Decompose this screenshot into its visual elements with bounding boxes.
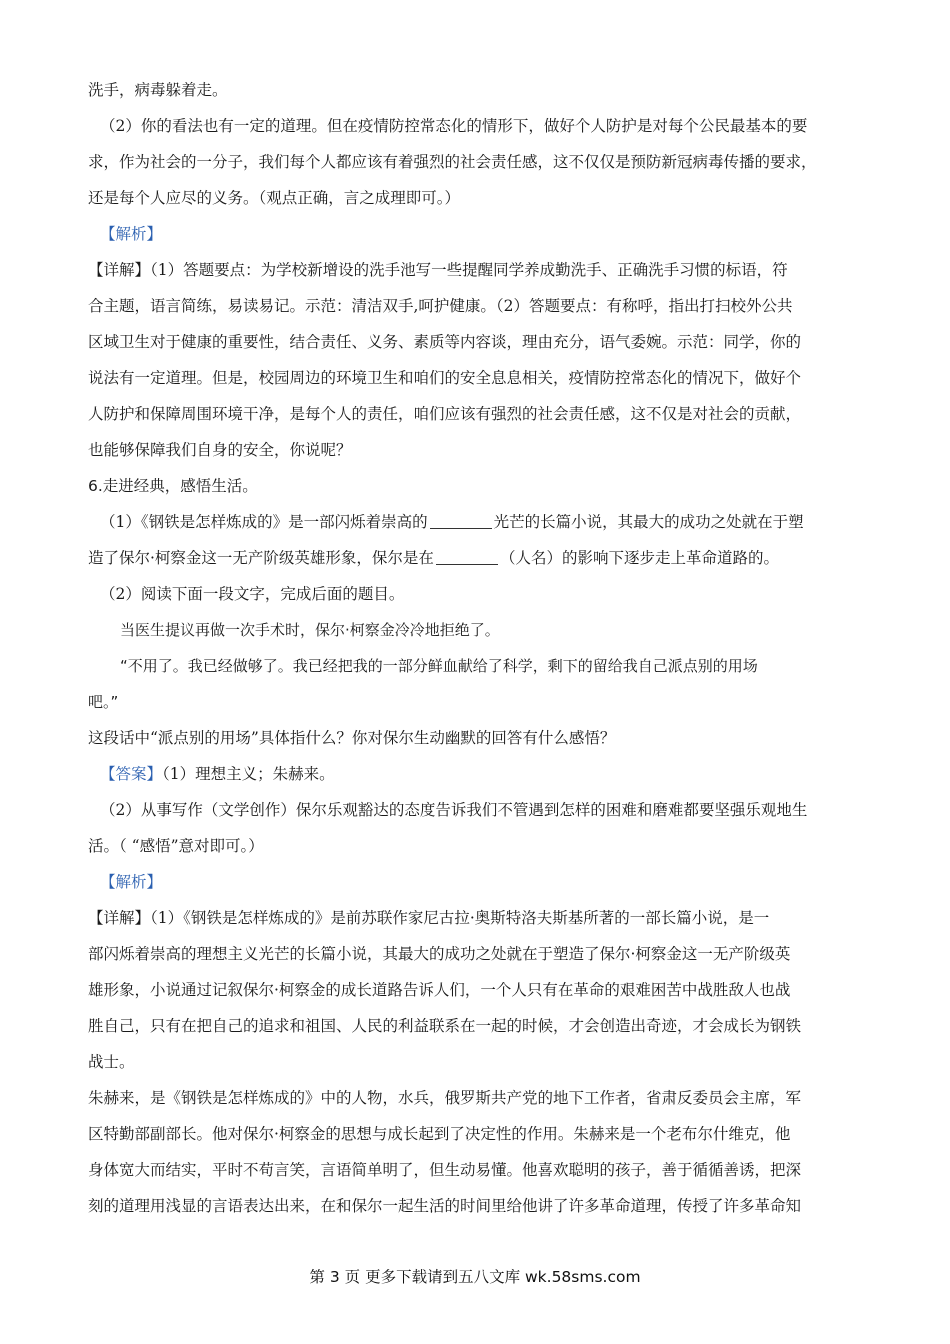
quote-line: 吧。” <box>88 693 119 711</box>
answer-line <box>88 756 866 792</box>
text-line: 区特勤部副部长。他对保尔·柯察金的思想与成长起到了决定性的作用。朱赫来是一个老布尔什维克，他 <box>88 1125 791 1143</box>
text-line: 区域卫生对于健康的重要性，结合责任、义务、素质等内容谈，理由充分，语气委婉。示范：同学，你的 <box>88 333 802 351</box>
text-line: 【详解】（1）答题要点：为学校新增设的洗手池写一些提醒同学养成勤洗手、正确洗手习惯的标语，符 <box>88 261 788 279</box>
analysis-tag <box>88 216 866 252</box>
answer-text: （1）理想主义；朱赫来。 <box>162 765 335 783</box>
text-fragment: 光芒的长篇小说，其最大的成功之处就在于塑 <box>493 513 804 531</box>
question-heading <box>88 468 866 504</box>
fill-blank-line <box>88 540 866 576</box>
text-line: 战士。 <box>88 1053 135 1071</box>
answer-blank <box>436 548 498 565</box>
text-line: 【详解】（1）《钢铁是怎样炼成的》是前苏联作家尼古拉·奥斯特洛夫斯基所著的一部长篇小说，是一 <box>88 909 770 927</box>
text-line: 部闪烁着崇高的理想主义光芒的长篇小说，其最大的成功之处就在于塑造了保尔·柯察金这一无产阶级英 <box>88 945 791 963</box>
analysis-tag <box>88 864 866 900</box>
text-line: 雄形象，小说通过记叙保尔·柯察金的成长道路告诉人们，一个人只有在革命的艰难困苦中战胜敌人也战 <box>88 981 791 999</box>
analysis-label: 【解析】 <box>100 225 163 243</box>
answer-label: 【答案】 <box>100 765 163 783</box>
answer-blank <box>430 512 492 529</box>
text-line: 求，作为社会的一分子，我们每个人都应该有着强烈的社会责任感，这不仅仅是预防新冠病毒传播的要求， <box>88 153 817 171</box>
text-line: 胜自己，只有在把自己的追求和祖国、人民的利益联系在一起的时候，才会创造出奇迹，才会成长为钢铁 <box>88 1017 802 1035</box>
quote-line: 当医生提议再做一次手术时，保尔·柯察金冷冷地拒绝了。 <box>120 621 500 639</box>
text-line: 人防护和保障周围环境干净，是每个人的责任，咱们应该有强烈的社会责任感，这不仅是对社会的贡献， <box>88 405 802 423</box>
text-fragment: 造了保尔·柯察金这一无产阶级英雄形象，保尔是在 <box>88 549 434 567</box>
text-line: 还是每个人应尽的义务。（观点正确，言之成理即可。） <box>88 189 461 207</box>
text-line: 朱赫来，是《钢铁是怎样炼成的》中的人物，水兵，俄罗斯共产党的地下工作者，省肃反委员会主席，军 <box>88 1089 802 1107</box>
document-body <box>88 72 866 1224</box>
text-line: 这段话中“派点别的用场”具体指什么？你对保尔生动幽默的回答有什么感悟？ <box>88 729 616 747</box>
analysis-label: 【解析】 <box>100 873 163 891</box>
text-line: 刻的道理用浅显的言语表达出来，在和保尔一起生活的时间里给他讲了许多革命道理，传授了许多革命知 <box>88 1197 802 1215</box>
text-fragment: （人名）的影响下逐步走上革命道路的。 <box>499 549 779 567</box>
page-footer: 第 3 页 更多下载请到五八文库 wk.58sms.com <box>309 1268 641 1286</box>
text-line: 活。（ “感悟”意对即可。） <box>88 837 264 855</box>
text-line: （2）从事写作（文学创作）保尔乐观豁达的态度告诉我们不管遇到怎样的困难和磨难都要坚强乐观地生 <box>100 801 808 819</box>
fill-blank-line <box>88 504 866 540</box>
text-line: （2）你的看法也有一定的道理。但在疫情防控常态化的情形下，做好个人防护是对每个公民最基本的要 <box>100 117 808 135</box>
text-line: 说法有一定道理。但是，校园周边的环境卫生和咱们的安全息息相关，疫情防控常态化的情况下，做好个 <box>88 369 802 387</box>
question-title: 走进经典，感悟生活。 <box>102 477 258 495</box>
quote-line: “不用了。我已经做够了。我已经把我的一部分鲜血献给了科学，剩下的留给我自己派点别的用场 <box>120 657 758 675</box>
text-line: 合主题，语言简练，易读易记。示范：清洁双手,呵护健康。（2）答题要点：有称呼，指出打扫校外公共 <box>88 297 793 315</box>
text-line: 也能够保障我们自身的安全，你说呢？ <box>88 441 352 459</box>
text-fragment: （1）《钢铁是怎样炼成的》是一部闪烁着崇高的 <box>100 513 428 531</box>
text-line: （2）阅读下面一段文字，完成后面的题目。 <box>100 585 405 603</box>
text-line: 身体宽大而结实，平时不苟言笑，言语简单明了，但生动易懂。他喜欢聪明的孩子，善于循循善诱，把深 <box>88 1161 802 1179</box>
question-number: 6. <box>88 477 103 495</box>
text-line: 洗手，病毒躲着走。 <box>88 81 228 99</box>
